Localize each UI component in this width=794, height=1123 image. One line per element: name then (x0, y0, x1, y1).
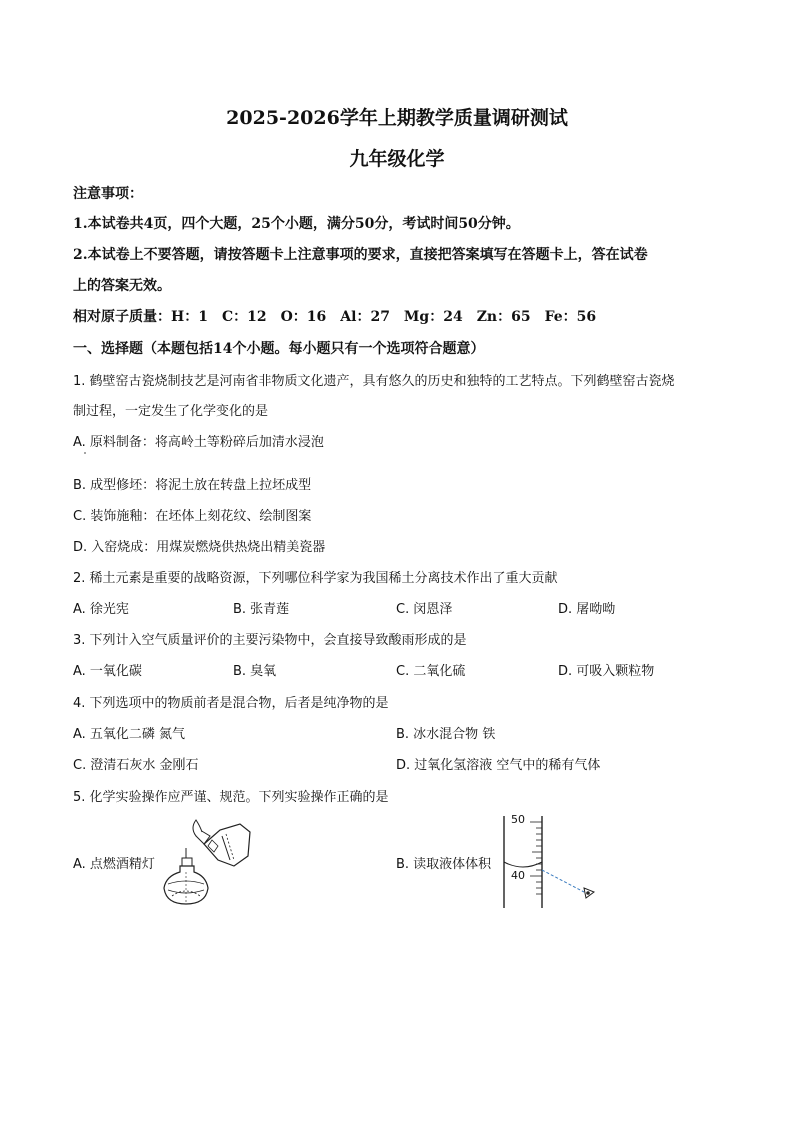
q2-option-d: D. 屠呦呦 (558, 602, 616, 617)
q1-stem-line-1: 1. 鹤壁窑古瓷烧制技艺是河南省非物质文化遗产，具有悠久的历史和独特的工艺特点。下列鹤壁窑古瓷烧 (73, 374, 675, 389)
q2-option-a: A. 徐光宪 (73, 602, 129, 617)
q4-stem: 4. 下列选项中的物质前者是混合物，后者是纯净物的是 (73, 696, 389, 711)
notes-item-1: 1.本试卷共4页，四个大题，25个小题，满分50分，考试时间50分钟。 (73, 216, 520, 232)
alcohol-lamp-figure (160, 816, 255, 908)
q3-option-a: A. 一氧化碳 (73, 664, 142, 679)
exam-title: 2025-2026学年上期教学质量调研测试 (226, 107, 568, 129)
cylinder-label-40: 40 (511, 869, 525, 882)
q1-option-d: D. 入窑烧成：用煤炭燃烧供热烧出精美瓷器 (73, 540, 326, 555)
q3-option-b: B. 臭氧 (233, 664, 277, 679)
graduated-cylinder-figure (500, 812, 600, 912)
q2-option-b: B. 张青莲 (233, 602, 290, 617)
q2-option-c: C. 闵恩泽 (396, 602, 453, 617)
q5-option-a: A. 点燃酒精灯 (73, 857, 155, 872)
q3-option-c: C. 二氧化硫 (396, 664, 466, 679)
cylinder-label-50: 50 (511, 813, 525, 826)
q1-option-c: C. 装饰施釉：在坯体上刻花纹、绘制图案 (73, 509, 312, 524)
exam-subtitle: 九年级化学 (349, 148, 445, 170)
q4-option-d: D. 过氧化氢溶液 空气中的稀有气体 (396, 758, 601, 773)
q4-option-a: A. 五氧化二磷 氮气 (73, 727, 186, 742)
q3-option-d: D. 可吸入颗粒物 (558, 664, 655, 679)
atomic-mass-line: 相对原子质量：H：1 C：12 O：16 Al：27 Mg：24 Zn：65 Fe：56 (73, 309, 597, 325)
q1-stem-line-2: 制过程，一定发生了化学变化的是 (73, 404, 269, 419)
section-1-heading: 一、选择题（本题包括14个小题。每小题只有一个选项符合题意） (73, 341, 485, 357)
q4-option-c: C. 澄清石灰水 金刚石 (73, 758, 199, 773)
q5-option-b: B. 读取液体体积 (396, 857, 492, 872)
q5-stem: 5. 化学实验操作应严谨、规范。下列实验操作正确的是 (73, 790, 389, 805)
q1-option-a: A. 原料制备：将高岭土等粉碎后加清水浸泡 (73, 435, 324, 450)
stray-dot (84, 452, 86, 454)
notes-heading: 注意事项： (73, 186, 143, 202)
notes-item-2-line-2: 上的答案无效。 (73, 278, 171, 294)
q1-option-b: B. 成型修坯：将泥土放在转盘上拉坯成型 (73, 478, 312, 493)
q4-option-b: B. 冰水混合物 铁 (396, 727, 496, 742)
q2-stem: 2. 稀土元素是重要的战略资源，下列哪位科学家为我国稀土分离技术作出了重大贡献 (73, 571, 558, 586)
q3-stem: 3. 下列计入空气质量评价的主要污染物中，会直接导致酸雨形成的是 (73, 633, 467, 648)
notes-item-2-line-1: 2.本试卷上不要答题，请按答题卡上注意事项的要求，直接把答案填写在答题卡上，答在试卷 (73, 247, 648, 263)
